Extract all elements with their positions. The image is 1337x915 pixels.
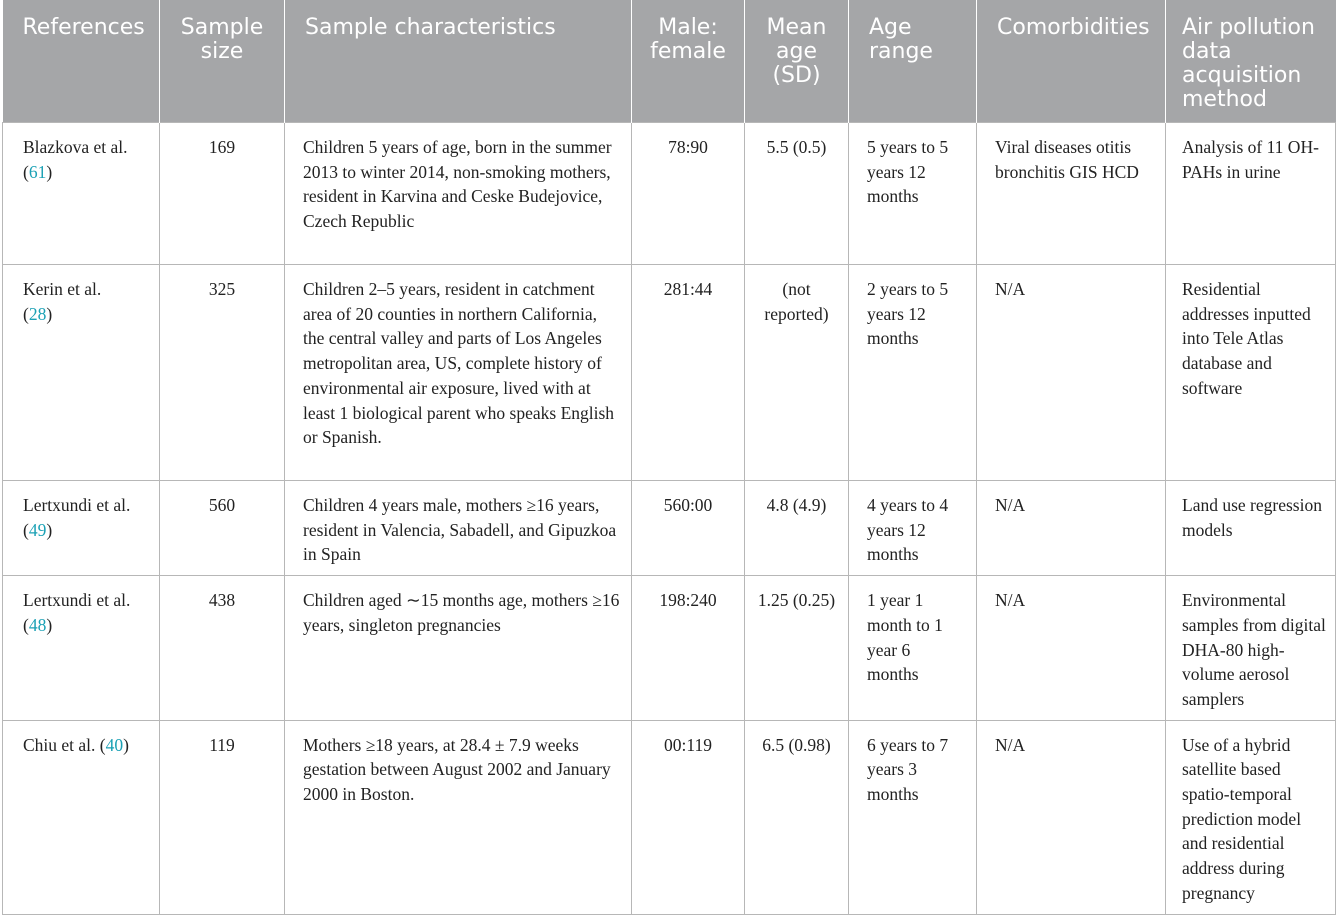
header-age-range: Age range [849,0,977,123]
cell-age-range: 5 years to 5 years 12 months [849,123,977,265]
cell-comorbidities: Viral diseases otitis bronchitis GIS HCD [977,123,1166,265]
header-method: Air pollution data acquisition method [1166,0,1336,123]
cell-method: Environmental samples from digital DHA-80 high-volume aerosol samplers [1166,576,1336,721]
cell-method: Use of a hybrid satellite based spatio-temporal prediction model and residential address during pregnancy [1166,720,1336,914]
cell-sample-size: 169 [160,123,285,265]
cell-mean-age: (not reported) [745,265,849,481]
cell-male-female: 198:240 [632,576,745,721]
cell-mean-age: 5.5 (0.5) [745,123,849,265]
cell-comorbidities: N/A [977,720,1166,914]
cell-method: Analysis of 11 OH-PAHs in urine [1166,123,1336,265]
author: Lertxundi et al. [23,590,131,611]
cell-characteristics: Children 5 years of age, born in the summer 2013 to winter 2014, non-smoking mothers, resident in Karvina and Ceske Budejovice, Czech Republic [285,123,632,265]
studies-table [2,0,1336,915]
table-row [3,720,1336,914]
cell-comorbidities: N/A [977,481,1166,576]
author: Chiu et al. [23,734,96,755]
cell-comorbidities: N/A [977,265,1166,481]
author: Lertxundi et al. [23,495,131,515]
cell-reference: Lertxundi et al. (48) [3,576,160,721]
cell-characteristics: Children aged ∼15 months age, mothers ≥16 years, singleton pregnancies [285,576,632,721]
table-row [3,265,1336,481]
cell-reference: Lertxundi et al. (49) [3,481,160,576]
table-row [3,481,1336,576]
cell-sample-size: 560 [160,481,285,576]
cell-sample-size: 438 [160,576,285,721]
reference-link[interactable]: 28 [28,303,47,324]
cell-comorbidities: N/A [977,576,1166,721]
header-references: References [3,0,160,123]
cell-male-female: 281:44 [632,265,745,481]
reference-link[interactable]: 61 [28,161,47,182]
cell-reference: Kerin et al. (28) [3,265,160,481]
cell-sample-size: 119 [160,720,285,914]
header-row [3,0,1336,123]
cell-sample-size: 325 [160,265,285,481]
author: Blazkova et al. [23,137,128,157]
cell-characteristics: Children 4 years male, mothers ≥16 years, resident in Valencia, Sabadell, and Gipuzkoa in Spain [285,481,632,576]
cell-age-range: 4 years to 4 years 12 months [849,481,977,576]
cell-male-female: 78:90 [632,123,745,265]
cell-male-female: 00:119 [632,720,745,914]
cell-mean-age: 6.5 (0.98) [745,720,849,914]
header-comorbidities: Comorbidities [977,0,1166,123]
cell-male-female: 560:00 [632,481,745,576]
cell-age-range: 2 years to 5 years 12 months [849,265,977,481]
cell-age-range: 6 years to 7 years 3 months [849,720,977,914]
cell-characteristics: Children 2–5 years, resident in catchment area of 20 counties in northern California, the central valley and parts of Los Angeles metropolitan area, US, complete history of environmental air exposure, lived with at least 1 biological parent who speaks English or Spanish. [285,265,632,481]
header-sample-characteristics: Sample characteristics [285,0,632,123]
author: Kerin et al. [23,279,102,299]
cell-method: Land use regression models [1166,481,1336,576]
cell-mean-age: 1.25 (0.25) [745,576,849,721]
cell-reference: Chiu et al. (40) [3,720,160,914]
reference-link[interactable]: 48 [28,614,47,635]
reference-link[interactable]: 40 [105,734,124,755]
reference-link[interactable]: 49 [28,519,47,540]
table-row [3,123,1336,265]
header-sample-size: Sample size [160,0,285,123]
cell-mean-age: 4.8 (4.9) [745,481,849,576]
header-male-female: Male: female [632,0,745,123]
cell-method: Residential addresses inputted into Tele Atlas database and software [1166,265,1336,481]
cell-reference: Blazkova et al. (61) [3,123,160,265]
cell-characteristics: Mothers ≥18 years, at 28.4 ± 7.9 weeks gestation between August 2002 and January 2000 in Boston. [285,720,632,914]
header-mean-age: Mean age (SD) [745,0,849,123]
cell-age-range: 1 year 1 month to 1 year 6 months [849,576,977,721]
table-row [3,576,1336,721]
